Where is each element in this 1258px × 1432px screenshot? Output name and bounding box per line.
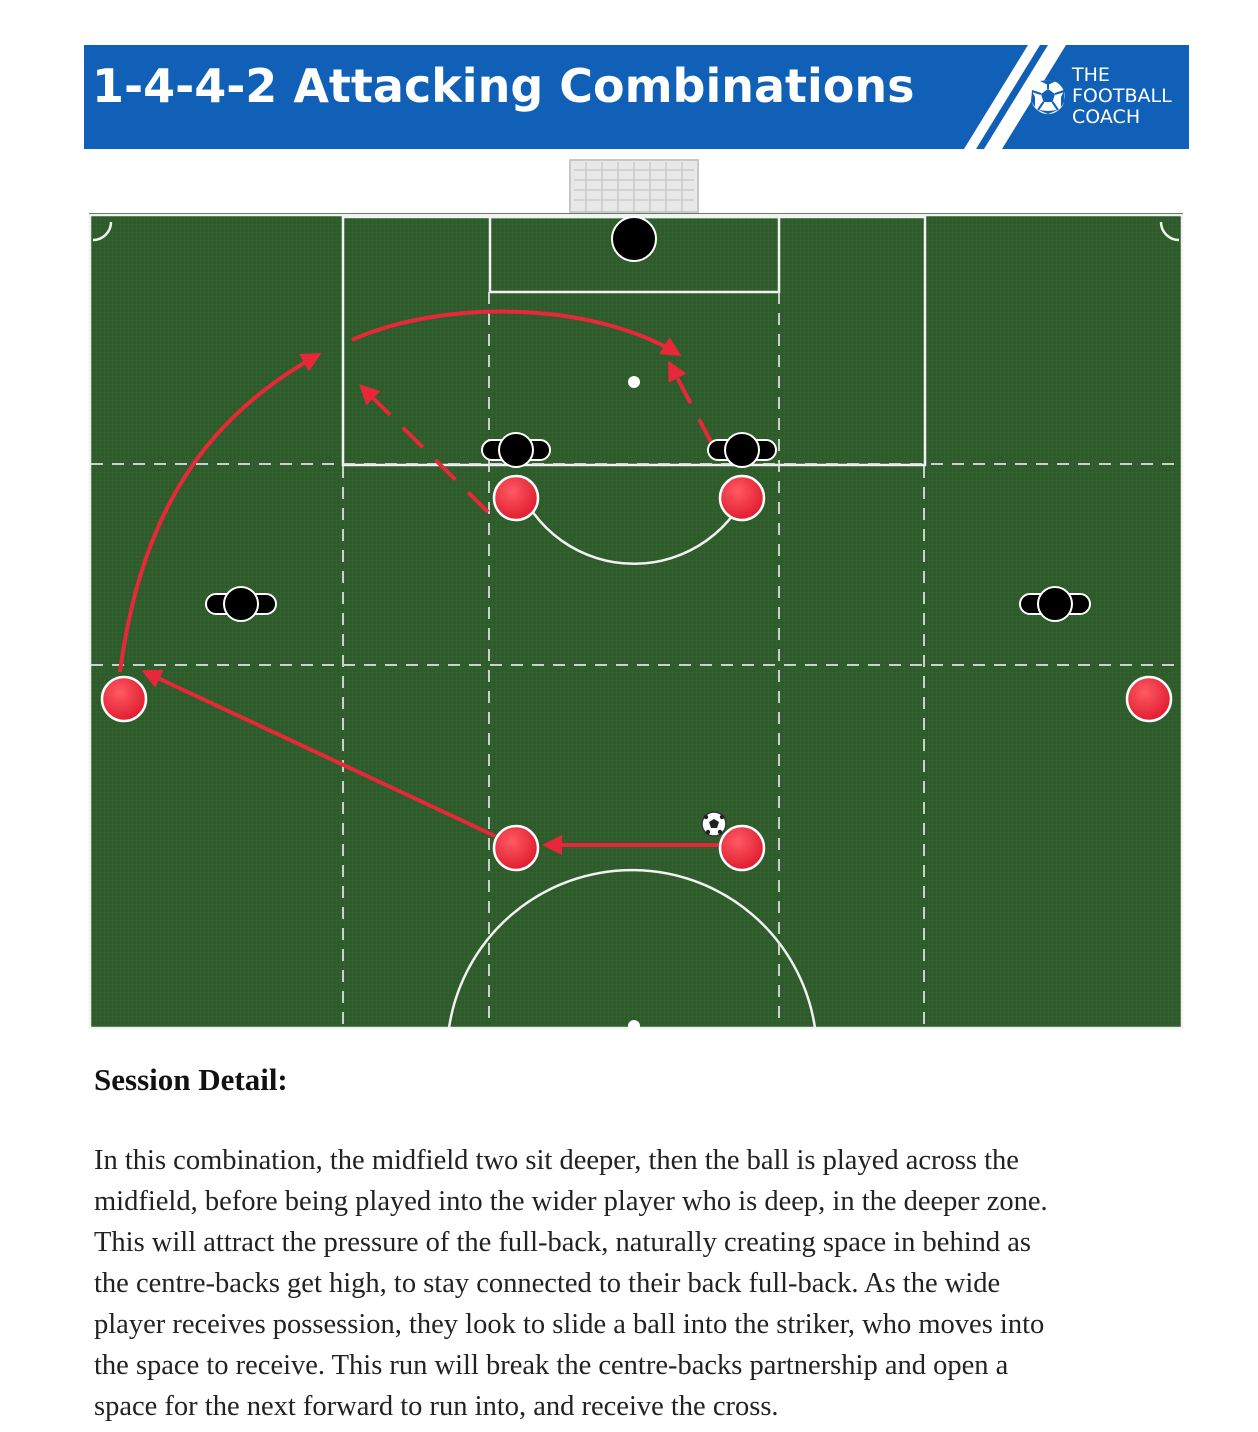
football-icon — [1028, 77, 1068, 117]
centre-spot — [628, 1020, 640, 1032]
ball-icon — [702, 812, 726, 836]
attacker-wide-left — [102, 677, 146, 721]
attacker-striker-right — [720, 476, 764, 520]
goalkeeper — [612, 217, 656, 261]
attacker-midfield-right — [720, 826, 764, 870]
logo-text — [1072, 65, 1172, 128]
page-title: 1-4-4-2 Attacking Combinations — [92, 59, 915, 113]
tactics-diagram — [0, 150, 1258, 1040]
attacker-striker-left — [494, 476, 538, 520]
penalty-spot — [628, 376, 640, 388]
session-line: This will attract the pressure of the full-back, naturally creating space in behind as — [94, 1227, 1031, 1258]
attacker-wide-right — [1127, 677, 1171, 721]
session-description — [94, 1140, 1194, 1427]
title-banner — [84, 45, 1189, 149]
brand-logo — [1024, 63, 1189, 133]
session-line: midfield, before being played into the wider player who is deep, in the deeper zone. — [94, 1186, 1048, 1217]
goal-net — [570, 160, 698, 212]
session-line: the space to receive. This run will break the centre-backs partnership and open a — [94, 1350, 1009, 1381]
attacker-midfield-left — [494, 826, 538, 870]
session-line: player receives possession, they look to slide a ball into the striker, who moves into — [94, 1309, 1045, 1340]
logo-line-1: THE — [1072, 64, 1110, 86]
session-line: In this combination, the midfield two sit deeper, then the ball is played across the — [94, 1145, 1019, 1176]
pitch-svg — [0, 150, 1258, 1040]
session-line: space for the next forward to run into, and receive the cross. — [94, 1391, 779, 1422]
session-heading: Session Detail: — [94, 1062, 288, 1097]
logo-line-2: FOOTBALL — [1072, 85, 1172, 107]
session-line: the centre-backs get high, to stay connected to their back full-back. As the wide — [94, 1268, 1001, 1299]
logo-line-3: COACH — [1072, 106, 1141, 128]
